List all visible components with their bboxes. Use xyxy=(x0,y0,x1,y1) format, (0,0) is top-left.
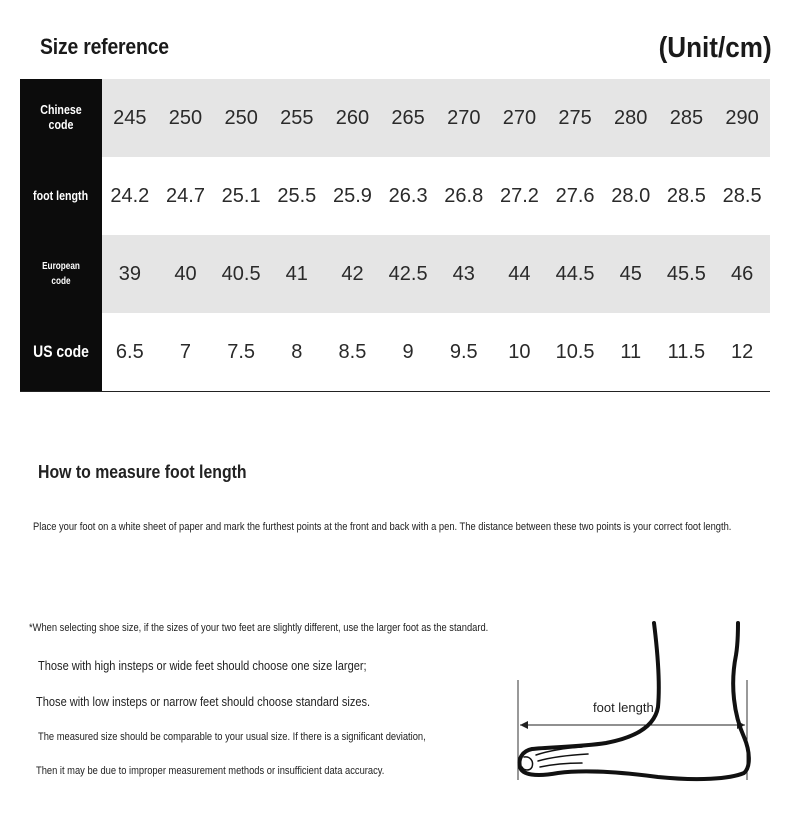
table-cell: 24.2 xyxy=(110,184,150,207)
table-cell: 8 xyxy=(269,313,325,392)
table-cell: 250 xyxy=(213,79,269,157)
table-cell: 7.5 xyxy=(213,313,269,392)
table-cell: 42 xyxy=(325,235,381,313)
table-cell: 39 xyxy=(102,235,158,313)
table-cell: 265 xyxy=(380,79,436,157)
table-cell: 260 xyxy=(325,79,381,157)
table-cell: 26.8 xyxy=(444,184,484,207)
table-cell: 41 xyxy=(269,235,325,313)
table-cell: 43 xyxy=(436,235,492,313)
table-cell: 26.3 xyxy=(388,184,428,207)
table-cell: 11 xyxy=(603,313,659,392)
measure-heading: How to measure foot length xyxy=(38,462,247,482)
measure-instruction: Place your foot on a white sheet of paper and mark the furthest points at the front and back with a pen. The distance between these two points is your correct foot length. xyxy=(33,521,732,533)
table-cell: 6.5 xyxy=(102,313,158,392)
table-cell: 250 xyxy=(158,79,214,157)
table-row-european-code xyxy=(20,235,770,313)
foot-length-label: foot length xyxy=(593,700,654,715)
table-cell: 270 xyxy=(492,79,548,157)
table-row-chinese-code xyxy=(20,79,770,157)
table-row-foot-length xyxy=(20,157,770,235)
table-cell: 11.5 xyxy=(659,313,715,392)
table-cell: 25.9 xyxy=(332,184,372,207)
table-cell: 290 xyxy=(714,79,770,157)
table-cell: 10 xyxy=(492,313,548,392)
table-cell: 44.5 xyxy=(547,235,603,313)
table-cell: 28.5 xyxy=(666,184,706,207)
table-cell: 8.5 xyxy=(325,313,381,392)
row-header: Chinese code xyxy=(20,79,102,157)
page-title: Size reference xyxy=(40,34,169,59)
table-cell: 46 xyxy=(714,235,770,313)
table-cell: 280 xyxy=(603,79,659,157)
foot-measure-diagram xyxy=(508,615,758,790)
table-cell: 45.5 xyxy=(659,235,715,313)
table-cell: 28.0 xyxy=(611,184,651,207)
table-cell: 25.5 xyxy=(277,184,317,207)
table-cell: 28.5 xyxy=(722,184,762,207)
table-cell: 245 xyxy=(102,79,158,157)
table-cell: 270 xyxy=(436,79,492,157)
row-header: European code xyxy=(20,235,102,313)
table-cell: 9.5 xyxy=(436,313,492,392)
tip-low-instep: Those with low insteps or narrow feet should choose standard sizes. xyxy=(36,694,371,709)
table-cell: 27.6 xyxy=(555,184,595,207)
row-header: US code xyxy=(20,313,102,392)
size-table xyxy=(20,79,770,392)
measure-arrow xyxy=(520,721,745,729)
size-note: *When selecting shoe size, if the sizes of your two feet are slightly different, use the larger foot as the standard. xyxy=(29,622,489,634)
table-cell: 9 xyxy=(380,313,436,392)
tip-comparison: The measured size should be comparable to your usual size. If there is a significant deviation, xyxy=(38,731,426,743)
table-cell: 27.2 xyxy=(499,184,539,207)
table-cell: 25.1 xyxy=(221,184,261,207)
table-cell: 255 xyxy=(269,79,325,157)
table-cell: 24.7 xyxy=(166,184,205,207)
table-cell: 12 xyxy=(714,313,770,392)
tip-deviation: Then it may be due to improper measurement methods or insufficient data accuracy. xyxy=(36,765,385,777)
table-row-us-code xyxy=(20,313,770,392)
table-cell: 275 xyxy=(547,79,603,157)
table-cell: 10.5 xyxy=(547,313,603,392)
unit-label: (Unit/cm) xyxy=(658,32,772,64)
table-cell: 285 xyxy=(659,79,715,157)
table-cell: 7 xyxy=(158,313,214,392)
table-cell: 40 xyxy=(158,235,214,313)
tip-high-instep: Those with high insteps or wide feet should choose one size larger; xyxy=(38,658,367,673)
table-cell: 42.5 xyxy=(380,235,436,313)
table-cell: 40.5 xyxy=(213,235,269,313)
table-cell: 45 xyxy=(603,235,659,313)
table-cell: 44 xyxy=(492,235,548,313)
row-header: foot length xyxy=(20,157,102,235)
